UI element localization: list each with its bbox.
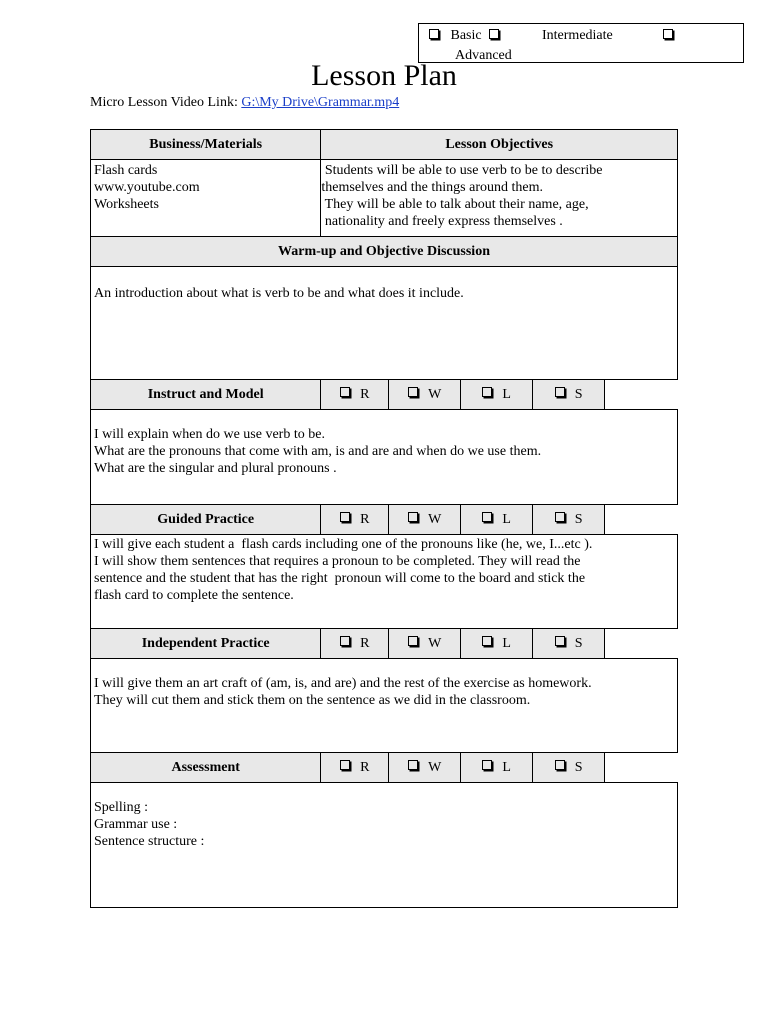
checkbox-icon[interactable] bbox=[408, 636, 418, 646]
text-line: I will show them sentences that requires a pronoun to be completed. They will read the bbox=[94, 554, 581, 569]
level-selector bbox=[418, 23, 744, 63]
checkbox-icon[interactable] bbox=[555, 636, 565, 646]
independent-text bbox=[91, 659, 678, 753]
skill-label: R bbox=[360, 759, 370, 775]
skill-label: S bbox=[574, 635, 583, 651]
text-line: sentence and the student that has the right pronoun will come to the board and stick the bbox=[94, 571, 586, 586]
skill-w[interactable] bbox=[389, 380, 461, 410]
skill-r[interactable] bbox=[321, 505, 389, 535]
objectives-text bbox=[321, 160, 678, 237]
video-link-label: Micro Lesson Video Link: bbox=[90, 95, 242, 110]
checkbox-icon[interactable] bbox=[489, 29, 499, 39]
skill-label: L bbox=[502, 386, 511, 402]
skill-s[interactable] bbox=[533, 629, 605, 659]
text-line: What are the pronouns that come with am, is and are and when do we use them. bbox=[94, 444, 542, 459]
advanced-checkbox[interactable] bbox=[663, 27, 673, 45]
skill-s[interactable] bbox=[533, 753, 605, 783]
skill-s[interactable] bbox=[533, 505, 605, 535]
text-line: themselves and the things around them. bbox=[321, 180, 543, 195]
advanced-label: Advanced bbox=[455, 48, 512, 63]
skill-label: L bbox=[502, 511, 511, 527]
skill-label: W bbox=[428, 759, 442, 775]
materials-header: Business/Materials bbox=[91, 130, 321, 160]
guided-text bbox=[91, 535, 678, 629]
checkbox-icon[interactable] bbox=[429, 29, 439, 39]
materials-list bbox=[91, 160, 321, 237]
guided-header: Guided Practice bbox=[91, 505, 321, 535]
skill-r[interactable] bbox=[321, 629, 389, 659]
checkbox-icon[interactable] bbox=[555, 760, 565, 770]
skill-label: S bbox=[574, 759, 583, 775]
text-line: What are the singular and plural pronouns . bbox=[94, 461, 337, 476]
skill-label: S bbox=[574, 386, 583, 402]
checkbox-icon[interactable] bbox=[340, 387, 350, 397]
text-line: I will give each student a flash cards including one of the pronouns like (he, we, I...etc ). bbox=[94, 537, 593, 552]
skill-label: W bbox=[428, 635, 442, 651]
checkbox-icon[interactable] bbox=[340, 760, 350, 770]
text-line: flash card to complete the sentence. bbox=[94, 588, 294, 603]
skill-l[interactable] bbox=[461, 380, 533, 410]
video-link-line bbox=[90, 94, 399, 112]
skill-label: L bbox=[502, 759, 511, 775]
skill-l[interactable] bbox=[461, 505, 533, 535]
text-line: Grammar use : bbox=[94, 817, 178, 832]
checkbox-icon[interactable] bbox=[482, 387, 492, 397]
text-line: Students will be able to use verb to be to describe bbox=[321, 163, 603, 178]
lesson-plan-table bbox=[90, 129, 678, 908]
checkbox-icon[interactable] bbox=[555, 387, 565, 397]
checkbox-icon[interactable] bbox=[555, 512, 565, 522]
list-item: www.youtube.com bbox=[94, 180, 200, 195]
text-line: They will cut them and stick them on the sentence as we did in the classroom. bbox=[94, 693, 531, 708]
skill-label: R bbox=[360, 511, 370, 527]
checkbox-icon[interactable] bbox=[408, 760, 418, 770]
skill-l[interactable] bbox=[461, 629, 533, 659]
basic-option[interactable] bbox=[429, 27, 499, 45]
skill-label: R bbox=[360, 635, 370, 651]
video-link[interactable]: G:\My Drive\Grammar.mp4 bbox=[241, 95, 400, 110]
checkbox-icon[interactable] bbox=[482, 512, 492, 522]
text-line: Spelling : bbox=[94, 800, 149, 815]
intermediate-label: Intermediate bbox=[542, 28, 613, 43]
skill-label: R bbox=[360, 386, 370, 402]
text-line: I will explain when do we use verb to be. bbox=[94, 427, 325, 442]
checkbox-icon[interactable] bbox=[482, 760, 492, 770]
skill-w[interactable] bbox=[389, 505, 461, 535]
list-item: Worksheets bbox=[94, 197, 159, 212]
skill-r[interactable] bbox=[321, 753, 389, 783]
checkbox-icon[interactable] bbox=[408, 387, 418, 397]
assessment-header: Assessment bbox=[91, 753, 321, 783]
instruct-text bbox=[91, 410, 678, 505]
warmup-header: Warm-up and Objective Discussion bbox=[91, 237, 678, 267]
objectives-header: Lesson Objectives bbox=[321, 130, 678, 160]
independent-header: Independent Practice bbox=[91, 629, 321, 659]
instruct-header: Instruct and Model bbox=[91, 380, 321, 410]
basic-label: Basic bbox=[450, 28, 482, 43]
text-line: An introduction about what is verb to be and what does it include. bbox=[94, 286, 464, 301]
skill-l[interactable] bbox=[461, 753, 533, 783]
text-line: nationality and freely express themselves . bbox=[321, 214, 563, 229]
skill-label: L bbox=[502, 635, 511, 651]
list-item: Flash cards bbox=[94, 163, 158, 178]
checkbox-icon[interactable] bbox=[340, 636, 350, 646]
skill-label: W bbox=[428, 511, 442, 527]
checkbox-icon[interactable] bbox=[408, 512, 418, 522]
text-line: They will be able to talk about their name, age, bbox=[321, 197, 589, 212]
checkbox-icon[interactable] bbox=[663, 29, 673, 39]
assessment-text bbox=[91, 783, 678, 908]
text-line: Sentence structure : bbox=[94, 834, 205, 849]
text-line: I will give them an art craft of (am, is, and are) and the rest of the exercise as homework. bbox=[94, 676, 592, 691]
skill-label: W bbox=[428, 386, 442, 402]
warmup-text bbox=[91, 267, 678, 380]
skill-s[interactable] bbox=[533, 380, 605, 410]
checkbox-icon[interactable] bbox=[482, 636, 492, 646]
checkbox-icon[interactable] bbox=[340, 512, 350, 522]
skill-w[interactable] bbox=[389, 629, 461, 659]
page-title: Lesson Plan bbox=[311, 59, 457, 92]
skill-label: S bbox=[574, 511, 583, 527]
skill-w[interactable] bbox=[389, 753, 461, 783]
skill-r[interactable] bbox=[321, 380, 389, 410]
